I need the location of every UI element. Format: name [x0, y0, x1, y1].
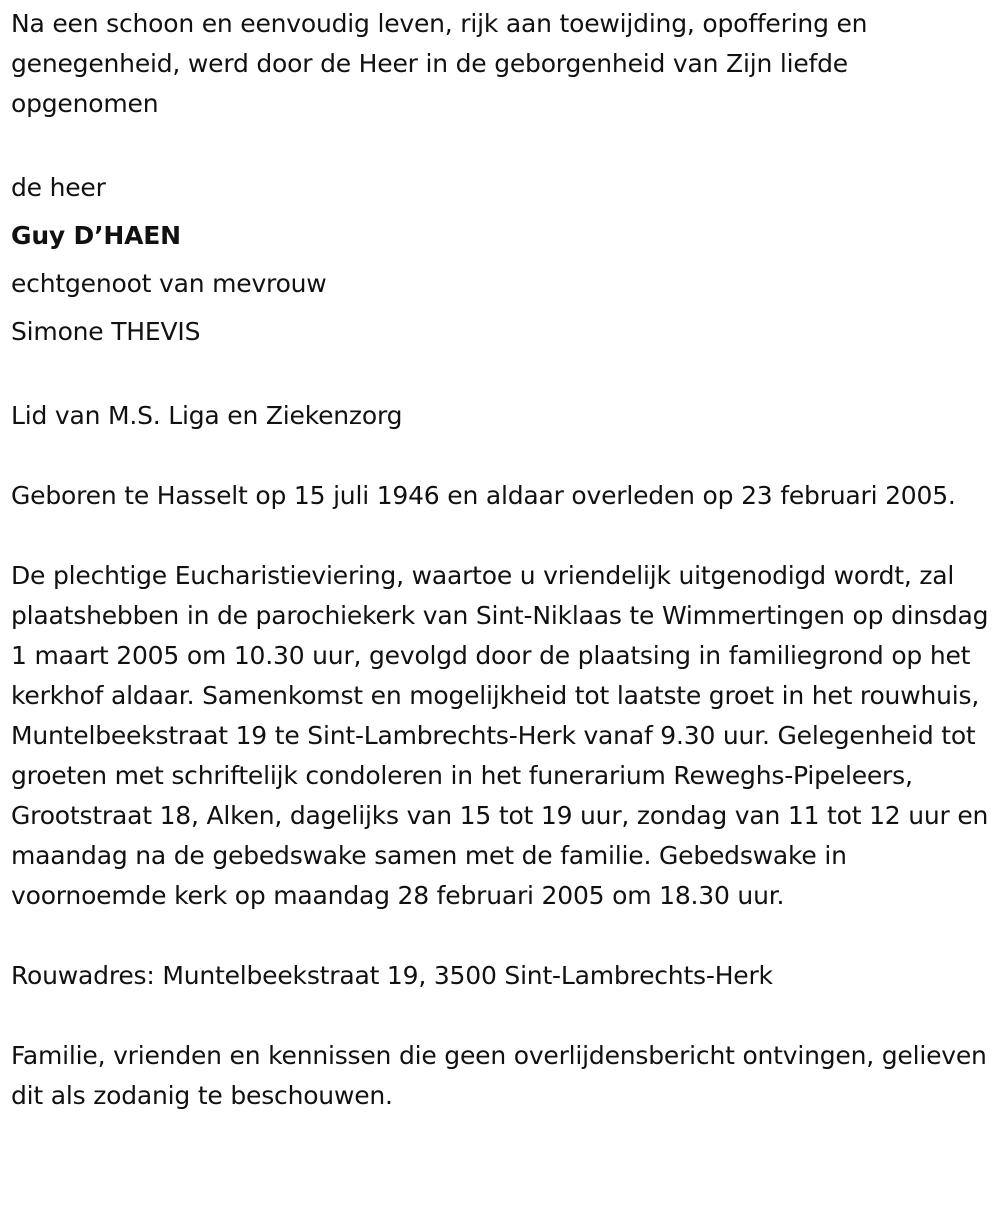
closing-paragraph: Familie, vrienden en kennissen die geen overlijdensbericht ontvingen, gelieven dit als zodanig te beschouwen. — [11, 1041, 987, 1110]
salutation: de heer — [11, 173, 106, 202]
spacer — [11, 996, 990, 1036]
spouse-prefix: echtgenoot van mevrouw — [11, 269, 327, 298]
spacer — [11, 516, 990, 556]
address-line: Rouwadres: Muntelbeekstraat 19, 3500 Sint-Lambrechts-Herk — [11, 961, 773, 990]
spacer — [11, 356, 990, 396]
spacer — [11, 124, 990, 164]
birth-death-paragraph: Geboren te Hasselt op 15 juli 1946 en aldaar overleden op 23 februari 2005. — [11, 481, 956, 510]
spacer — [11, 436, 990, 476]
intro-paragraph: Na een schoon en eenvoudig leven, rijk aan toewijding, opoffering en genegenheid, werd door de Heer in de geborgenheid van Zijn liefde opgenomen — [11, 9, 868, 118]
membership: Lid van M.S. Liga en Ziekenzorg — [11, 401, 403, 430]
deceased-name: Guy D’HAEN — [11, 221, 181, 250]
ceremony-paragraph: De plechtige Eucharistieviering, waartoe u vriendelijk uitgenodigd wordt, zal plaatshebben in de parochiekerk van Sint-Niklaas te Wimmertingen op dinsdag 1 maart 2005 om 10.30 uur, gevolgd door de plaatsing in familiegrond op het kerkhof aldaar. Samenkomst en mogelijkheid tot laatste groet in het rouwhuis, Muntelbeekstraat 19 te Sint-Lambrechts-Herk vanaf 9.30 uur. Gelegenheid tot groeten met schriftelijk condoleren in het funerarium Reweghs-Pipeleers, Grootstraat 18, Alken, dagelijks van 15 tot 19 uur, zondag van 11 tot 12 uur en maandag na de gebedswake samen met de familie. Gebedswake in voornoemde kerk op maandag 28 februari 2005 om 18.30 uur. — [11, 561, 989, 910]
spouse-name: Simone THEVIS — [11, 317, 201, 346]
spacer — [11, 916, 990, 956]
